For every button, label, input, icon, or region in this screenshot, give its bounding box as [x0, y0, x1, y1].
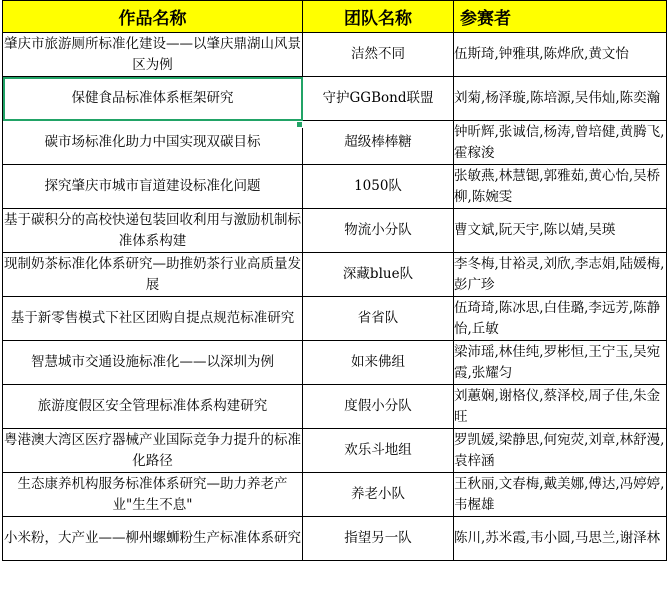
- header-team-name[interactable]: 团队名称: [303, 1, 454, 33]
- cell-work[interactable]: 基于新零售模式下社区团购自提点规范标准研究: [3, 297, 303, 341]
- cell-work-selected[interactable]: 保健食品标准体系框架研究: [3, 77, 303, 121]
- cell-work[interactable]: 旅游度假区安全管理标准体系构建研究: [3, 385, 303, 429]
- cell-work[interactable]: 基于碳积分的高校快递包装回收利用与激励机制标准体系构建: [3, 209, 303, 253]
- cell-work[interactable]: 粤港澳大湾区医疗器械产业国际竞争力提升的标准化路径: [3, 429, 303, 473]
- header-row: [3, 1, 667, 33]
- cell-members[interactable]: 钟昕辉,张诚信,杨涛,曾培健,黄腾飞,霍稼浚: [454, 121, 667, 165]
- table-row: [3, 429, 667, 473]
- table-row: [3, 121, 667, 165]
- cell-team[interactable]: 养老小队: [303, 473, 454, 517]
- cell-work[interactable]: 探究肇庆市城市盲道建设标准化问题: [3, 165, 303, 209]
- competition-table: [2, 0, 667, 561]
- cell-members[interactable]: 伍琦琦,陈冰思,白佳璐,李远芳,陈静怡,丘敏: [454, 297, 667, 341]
- cell-members[interactable]: 梁沛瑶,林佳纯,罗彬恒,王宁玉,吴宛霞,张耀匀: [454, 341, 667, 385]
- cell-members[interactable]: 刘菊,杨泽璇,陈培源,吴伟灿,陈奕瀚: [454, 77, 667, 121]
- cell-members[interactable]: 王秋丽,文春梅,戴美娜,傅达,冯婷婷,韦楃雄: [454, 473, 667, 517]
- cell-work[interactable]: 小米粉，大产业——柳州螺蛳粉生产标准体系研究: [3, 517, 303, 561]
- table-row: [3, 297, 667, 341]
- cell-work[interactable]: 碳市场标准化助力中国实现双碳目标: [3, 121, 303, 165]
- cell-work[interactable]: 生态康养机构服务标准体系研究—助力养老产业"生生不息": [3, 473, 303, 517]
- selection-fill-handle[interactable]: [296, 121, 303, 128]
- cell-team[interactable]: 深藏blue队: [303, 253, 454, 297]
- cell-team[interactable]: 洁然不同: [303, 33, 454, 77]
- table-row: [3, 385, 667, 429]
- cell-members[interactable]: 张敏燕,林慧锶,郭雅茹,黄心怡,吴桥柳,陈婉雯: [454, 165, 667, 209]
- cell-members[interactable]: 伍斯琦,钟雅琪,陈烨欣,黄文怡: [454, 33, 667, 77]
- cell-work[interactable]: 现制奶茶标准化体系研究—助推奶茶行业高质量发展: [3, 253, 303, 297]
- cell-members[interactable]: 陈川,苏米霞,韦小圆,马思兰,谢泽林: [454, 517, 667, 561]
- cell-team[interactable]: 物流小分队: [303, 209, 454, 253]
- cell-team[interactable]: 1050队: [303, 165, 454, 209]
- table-row: [3, 473, 667, 517]
- cell-members[interactable]: 刘蕙娴,谢格仪,蔡泽校,周子佳,朱金旺: [454, 385, 667, 429]
- cell-team[interactable]: 省省队: [303, 297, 454, 341]
- cell-team[interactable]: 守护GGBond联盟: [303, 77, 454, 121]
- cell-team[interactable]: 超级棒棒糖: [303, 121, 454, 165]
- table-row: [3, 33, 667, 77]
- header-work-name[interactable]: 作品名称: [3, 1, 303, 33]
- cell-team[interactable]: 度假小分队: [303, 385, 454, 429]
- cell-team[interactable]: 欢乐斗地组: [303, 429, 454, 473]
- cell-team[interactable]: 如来佛组: [303, 341, 454, 385]
- cell-team[interactable]: 指望另一队: [303, 517, 454, 561]
- cell-members[interactable]: 曹文斌,阮天宇,陈以婧,吴瑛: [454, 209, 667, 253]
- cell-members[interactable]: 李冬梅,甘裕灵,刘欣,李志娟,陆媛梅,彭广珍: [454, 253, 667, 297]
- table-row: [3, 77, 667, 121]
- table-row: [3, 341, 667, 385]
- table-row: [3, 253, 667, 297]
- cell-work[interactable]: 智慧城市交通设施标准化——以深圳为例: [3, 341, 303, 385]
- header-members[interactable]: 参赛者: [454, 1, 667, 33]
- cell-members[interactable]: 罗凯媛,梁静思,何宛荧,刘章,林舒漫,袁梓涵: [454, 429, 667, 473]
- table-row: [3, 517, 667, 561]
- table-row: [3, 165, 667, 209]
- cell-work[interactable]: 肇庆市旅游厕所标准化建设——以肇庆鼎湖山风景区为例: [3, 33, 303, 77]
- table-row: [3, 209, 667, 253]
